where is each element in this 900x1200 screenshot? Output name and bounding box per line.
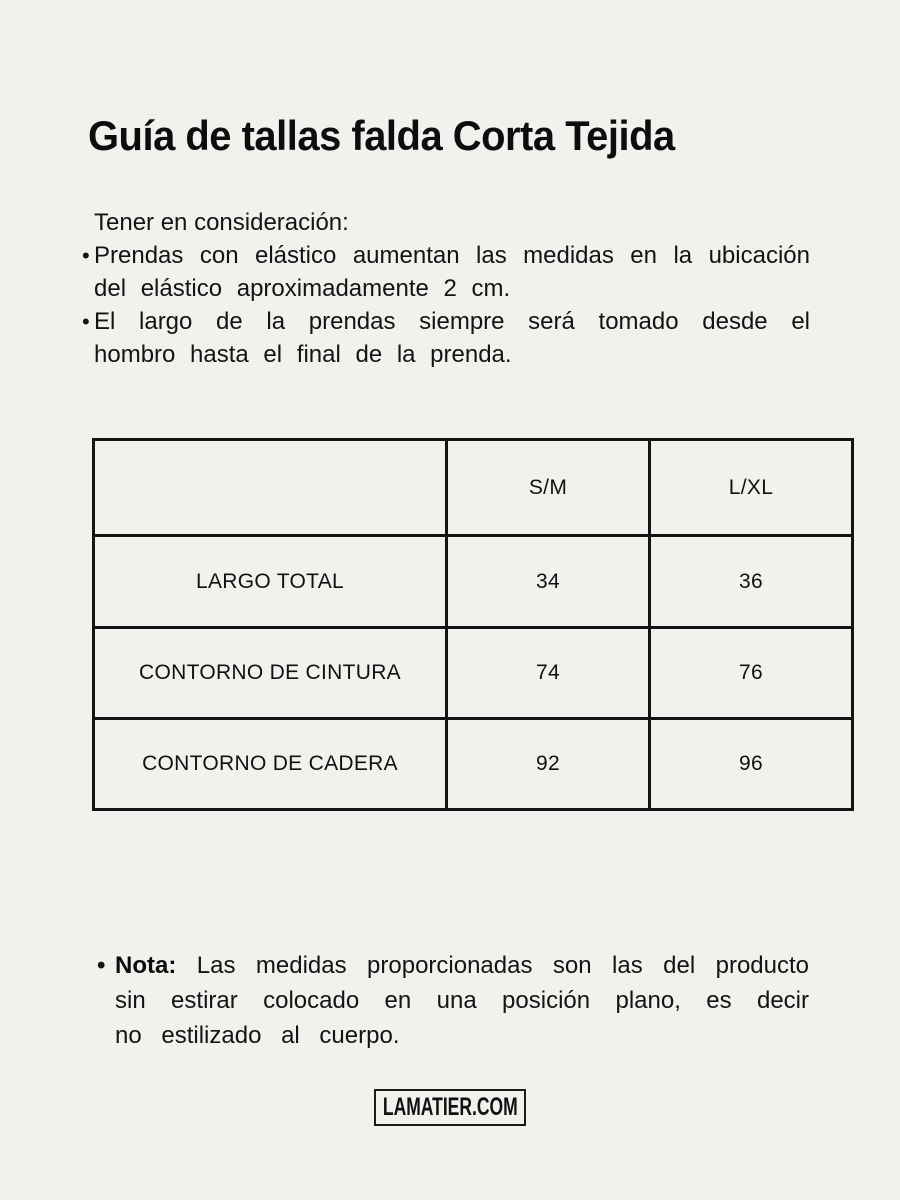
table-header-empty-cell — [94, 440, 447, 536]
considerations-heading: Tener en consideración: — [94, 209, 349, 236]
cell-value: 74 — [447, 628, 650, 719]
row-label: LARGO TOTAL — [94, 536, 447, 628]
bullet-icon: • — [82, 243, 90, 268]
consideration-item — [82, 239, 810, 305]
note-text — [115, 948, 809, 1053]
consideration-text: El largo de la prendas siempre será tomado desde el hombro hasta el final de la prenda. — [94, 308, 810, 368]
note-body: Las medidas proporcionadas son las del producto sin estirar colocado en una posición plano, es decir no estilizado al cuerpo. — [115, 952, 809, 1049]
note-section — [97, 948, 809, 1053]
row-label: CONTORNO DE CINTURA — [94, 628, 447, 719]
note-label: Nota: — [115, 952, 177, 979]
cell-value: 36 — [650, 536, 853, 628]
bullet-icon: • — [97, 952, 106, 979]
brand-stamp — [374, 1089, 526, 1126]
brand-name: LAMATIER.COM — [382, 1093, 518, 1121]
cell-value: 34 — [447, 536, 650, 628]
cell-value: 96 — [650, 719, 853, 810]
bullet-icon: • — [82, 309, 90, 334]
table-row-largo-total — [94, 536, 853, 628]
considerations-section — [82, 206, 810, 371]
consideration-item — [82, 305, 810, 371]
cell-value: 76 — [650, 628, 853, 719]
page-title: Guía de tallas falda Corta Tejida — [88, 112, 675, 159]
size-table — [92, 438, 854, 811]
table-header-sm: S/M — [447, 440, 650, 536]
table-row-contorno-cadera — [94, 719, 853, 810]
table-row-contorno-cintura — [94, 628, 853, 719]
cell-value: 92 — [447, 719, 650, 810]
size-table-header-row — [94, 440, 853, 536]
table-header-lxl: L/XL — [650, 440, 853, 536]
row-label: CONTORNO DE CADERA — [94, 719, 447, 810]
consideration-text: Prendas con elástico aumentan las medidas en la ubicación del elástico aproximadamente 2 cm. — [94, 242, 810, 302]
